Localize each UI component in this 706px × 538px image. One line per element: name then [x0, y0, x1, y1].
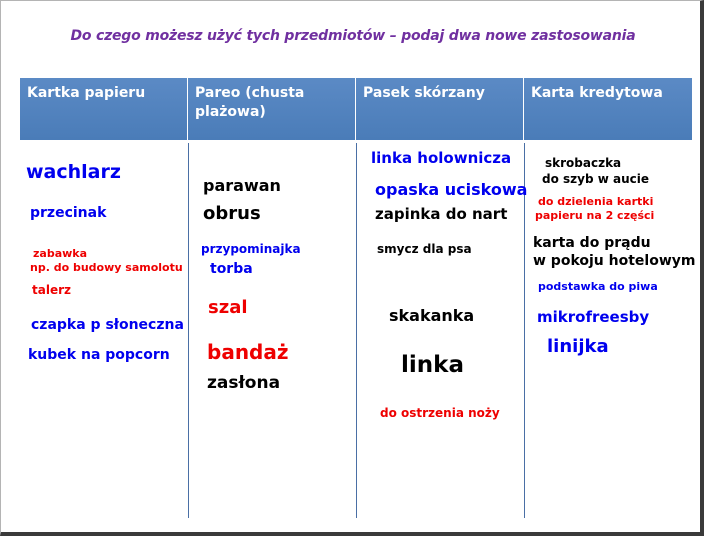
answer-przypominajka: przypominajka	[201, 242, 301, 256]
column-divider	[524, 143, 525, 518]
answer-zabawka: zabawka	[33, 247, 88, 260]
header-kartka-papieru: Kartka papieru	[27, 85, 146, 101]
header-pasek-skorzany: Pasek skórzany	[363, 85, 485, 101]
answer-czapka: czapka p słoneczna	[31, 317, 184, 333]
answer-torba: torba	[210, 261, 253, 277]
answer-linka: linka	[401, 352, 464, 378]
answer-skrobaczka-detail: do szyb w aucie	[542, 172, 649, 186]
answer-dzielenia: do dzielenia kartki	[538, 195, 654, 208]
answer-linijka: linijka	[547, 336, 609, 357]
column-divider	[356, 143, 357, 518]
answer-smycz: smycz dla psa	[377, 242, 472, 256]
answer-linka-holownicza: linka holownicza	[371, 149, 512, 167]
answer-zaslona: zasłona	[207, 373, 281, 393]
answer-dzielenia-detail: papieru na 2 części	[535, 209, 655, 222]
table-header	[20, 78, 692, 140]
answer-podstawka: podstawka do piwa	[538, 280, 658, 293]
answer-bandaz: bandaż	[207, 340, 289, 364]
answer-przecinak: przecinak	[30, 205, 107, 221]
header-karta-kredytowa: Karta kredytowa	[531, 85, 663, 101]
column-divider	[188, 143, 189, 518]
answer-skakanka: skakanka	[389, 306, 475, 325]
answer-mikrofreesby: mikrofreesby	[537, 308, 650, 326]
answer-ostrzenie: do ostrzenia noży	[380, 406, 500, 420]
answer-parawan: parawan	[203, 176, 281, 195]
answer-zabawka-detail: np. do budowy samolotu	[30, 261, 183, 274]
answer-talerz: talerz	[32, 283, 71, 297]
answer-wachlarz: wachlarz	[26, 161, 121, 183]
answer-pokoj-hotelowy: w pokoju hotelowym	[533, 253, 696, 269]
answer-obrus: obrus	[203, 203, 261, 224]
answer-zapinka: zapinka do nart	[375, 205, 508, 223]
answer-karta-do-pradu: karta do prądu	[533, 235, 651, 251]
answer-szal: szal	[208, 297, 248, 318]
answer-opaska-uciskowa: opaska uciskowa	[375, 180, 528, 199]
slide-title: Do czego możesz użyć tych przedmiotów – podaj dwa nowe zastosowania	[70, 28, 636, 44]
answer-skrobaczka: skrobaczka	[545, 156, 622, 170]
answer-kubek: kubek na popcorn	[28, 347, 170, 363]
header-pareo: Pareo (chusta plażowa)	[195, 85, 305, 120]
